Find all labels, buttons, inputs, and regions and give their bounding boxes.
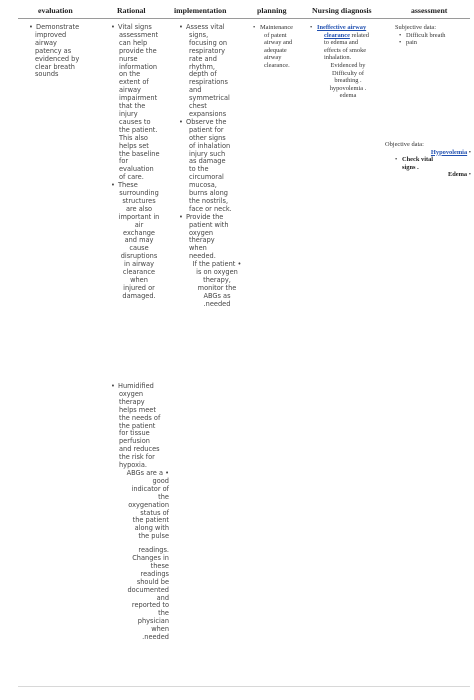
- bullet-icon: •: [179, 117, 183, 126]
- bullet-icon: •: [399, 39, 402, 47]
- implementation-item-observe: • Observe the patient for other signs of inhalation injury such as damage to the circumoral mucosa, burns along the nostrils, face or neck.: [179, 117, 232, 213]
- header-evaluation: evaluation: [38, 6, 73, 15]
- implementation-item-assess: • Assess vital signs, focusing on respiratory rate and rhythm, depth of respirations and symmetrical chest expansions: [179, 23, 230, 118]
- bullet-icon: •: [111, 181, 115, 190]
- diagnosis-term: clearance: [324, 31, 350, 39]
- evaluation-text: improved airway patency as evidenced by clear breath sounds: [35, 30, 80, 79]
- rational-item-structures: • These surrounding structures are also important in air exchange and may cause disruptions in airway clearance when injured or damaged.: [111, 181, 160, 300]
- header-rational: Rational: [117, 6, 146, 15]
- rational-item-vital-signs: • Vital signs assessment can help provide the nurse information on the extent of airway impairment that the injury causes to the patient. This also helps set the baseline for evaluation of care.: [111, 23, 160, 182]
- bullet-icon: •: [29, 23, 33, 31]
- header-divider: [18, 18, 470, 19]
- subjective-data-label: Subjective data:: [395, 24, 436, 31]
- subjective-item: • Difficult breath: [399, 31, 446, 39]
- rational-item-abgs: ABGs are a • good indicator of the oxygenation status of the patient along with the pulse readings. Changes in these readings should be documented and reported to the physician when .needed: [126, 468, 169, 642]
- implementation-cell: [179, 24, 245, 309]
- diagnosis-term: Ineffective airway: [317, 24, 367, 31]
- planning-cell: • Maintenance of patent airway and adequate airway clearance.: [253, 24, 294, 69]
- rational-cell-continued: [111, 383, 171, 642]
- hypovolemia-term: Hypovolemia: [430, 148, 468, 156]
- bullet-icon: •: [111, 382, 115, 390]
- bullet-icon: •: [111, 23, 115, 31]
- bullet-icon: •: [399, 31, 402, 39]
- bullet-icon: •: [468, 148, 471, 156]
- bullet-icon: •: [237, 260, 242, 269]
- evaluation-item: • Demonstrate: [29, 23, 80, 31]
- bullet-icon: •: [253, 24, 256, 31]
- bullet-icon: •: [310, 24, 313, 31]
- nursing-diagnosis-cell: • Ineffective airway clearance related to edema and effects of smoke inhalation. Evidenced by Difficulty of breathing . hypovolemia . edema: [310, 24, 369, 100]
- header-assessment: assessment: [411, 6, 448, 15]
- bullet-icon: •: [179, 212, 183, 221]
- objective-data-label: Objective data:: [385, 141, 424, 148]
- subjective-item: • pain: [399, 39, 418, 47]
- rational-item-humidified-oxygen: • Humidified oxygen therapy helps meet the needs of the patient for tissue perfusion and reduces the risk for hypoxia.: [111, 382, 161, 470]
- objective-item: Edema •: [447, 171, 471, 179]
- header-nursing-diagnosis: Nursing diagnosis: [312, 6, 372, 15]
- objective-item: • Check vital: [395, 156, 434, 164]
- objective-data-block: Objective data: Hypovolemia • • Check vital signs . Edema •: [385, 141, 471, 179]
- implementation-item-monitor-abgs: If the patient • is on oxygen therapy, monitor the ABGs as .needed: [192, 260, 242, 308]
- evaluation-cell: [29, 24, 93, 79]
- bullet-icon: •: [179, 23, 183, 31]
- table-bottom-rule: [18, 686, 470, 687]
- bullet-icon: •: [165, 468, 169, 477]
- bullet-icon: •: [395, 156, 398, 164]
- bullet-icon: •: [468, 171, 471, 179]
- header-planning: planning: [257, 6, 287, 15]
- implementation-item-provide-oxygen: • Provide the patient with oxygen therapy when needed.: [179, 212, 229, 261]
- rational-cell: [111, 24, 171, 301]
- assessment-cell: [395, 24, 471, 47]
- header-implementation: implementation: [174, 6, 227, 15]
- objective-item: [385, 149, 471, 157]
